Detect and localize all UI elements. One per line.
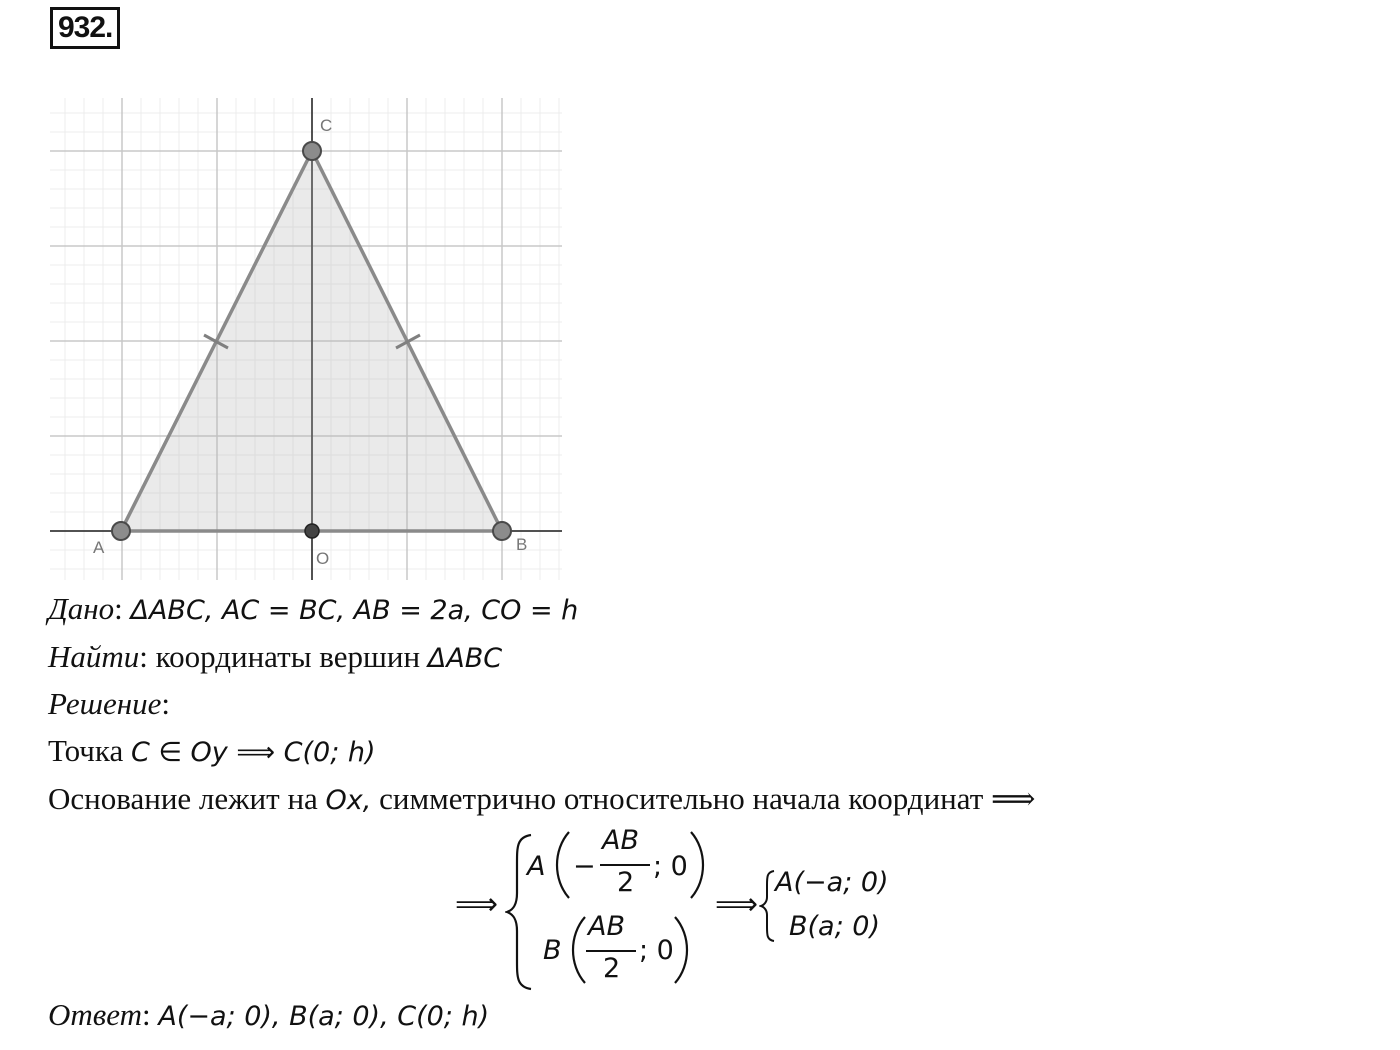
find-label: Найти (48, 639, 140, 674)
system1-a-denominator: 2 (617, 867, 635, 898)
solution-colon: : (161, 686, 170, 721)
find-line (48, 637, 502, 679)
answer-math: A(−a; 0), B(a; 0), C(0; h) (158, 1001, 490, 1032)
answer-colon: : (141, 997, 151, 1032)
system1-b-denominator: 2 (603, 953, 621, 984)
system-formula (455, 825, 925, 995)
system1-b-fraction-bar (586, 950, 636, 952)
system2-a: A(−a; 0) (775, 867, 889, 898)
paren-left-a (551, 830, 573, 900)
solution-line-2-text-before: Основание лежит на (48, 781, 318, 816)
paren-right-a (687, 830, 709, 900)
system1-b-name: B (543, 935, 562, 966)
implies-arrow-1: ⟹ (455, 887, 499, 922)
find-colon: : (139, 639, 148, 674)
triangle-figure (50, 98, 565, 583)
solution-line-2-math: Ox, (325, 785, 372, 816)
paren-right-b (671, 915, 693, 985)
answer-label: Ответ (48, 997, 142, 1032)
solution-line-2-text-after: симметрично относительно начала координат ⟹ (379, 781, 1036, 816)
label-o: O (316, 549, 330, 568)
system1-b-tail: ; 0 (639, 935, 674, 966)
solution-line-1-text: Точка (48, 733, 124, 768)
solution-line-2 (48, 779, 1035, 821)
label-c: C (320, 116, 333, 135)
system1-a-minus: − (573, 851, 596, 882)
point-c (303, 142, 321, 160)
given-colon: : (114, 591, 123, 626)
find-text: координаты вершин (155, 639, 421, 674)
system2-b: B(a; 0) (789, 911, 880, 942)
solution-line-1 (48, 731, 376, 773)
label-b: B (516, 535, 528, 554)
system1-a-fraction-bar (600, 864, 650, 866)
answer-line (48, 995, 489, 1037)
given-label: Дано (48, 591, 115, 626)
solution-header (48, 684, 170, 724)
point-b (493, 522, 511, 540)
system1-a-name: A (527, 851, 546, 882)
given-line (48, 589, 578, 631)
find-math: ΔABC (427, 643, 503, 674)
given-math: ΔABC, AC = BC, AB = 2a, CO = h (130, 595, 579, 626)
system1-b-numerator: AB (588, 911, 625, 942)
implies-arrow-2: ⟹ (715, 887, 759, 922)
solution-line-1-math: C ∈ Oy ⟹ C(0; h) (131, 737, 376, 768)
label-a: A (93, 538, 105, 557)
point-o (305, 524, 319, 538)
solution-label: Решение (48, 686, 162, 721)
system1-a-numerator: AB (602, 825, 639, 856)
point-a (112, 522, 130, 540)
system1-a-tail: ; 0 (653, 851, 688, 882)
problem-number: 932. (50, 7, 120, 49)
